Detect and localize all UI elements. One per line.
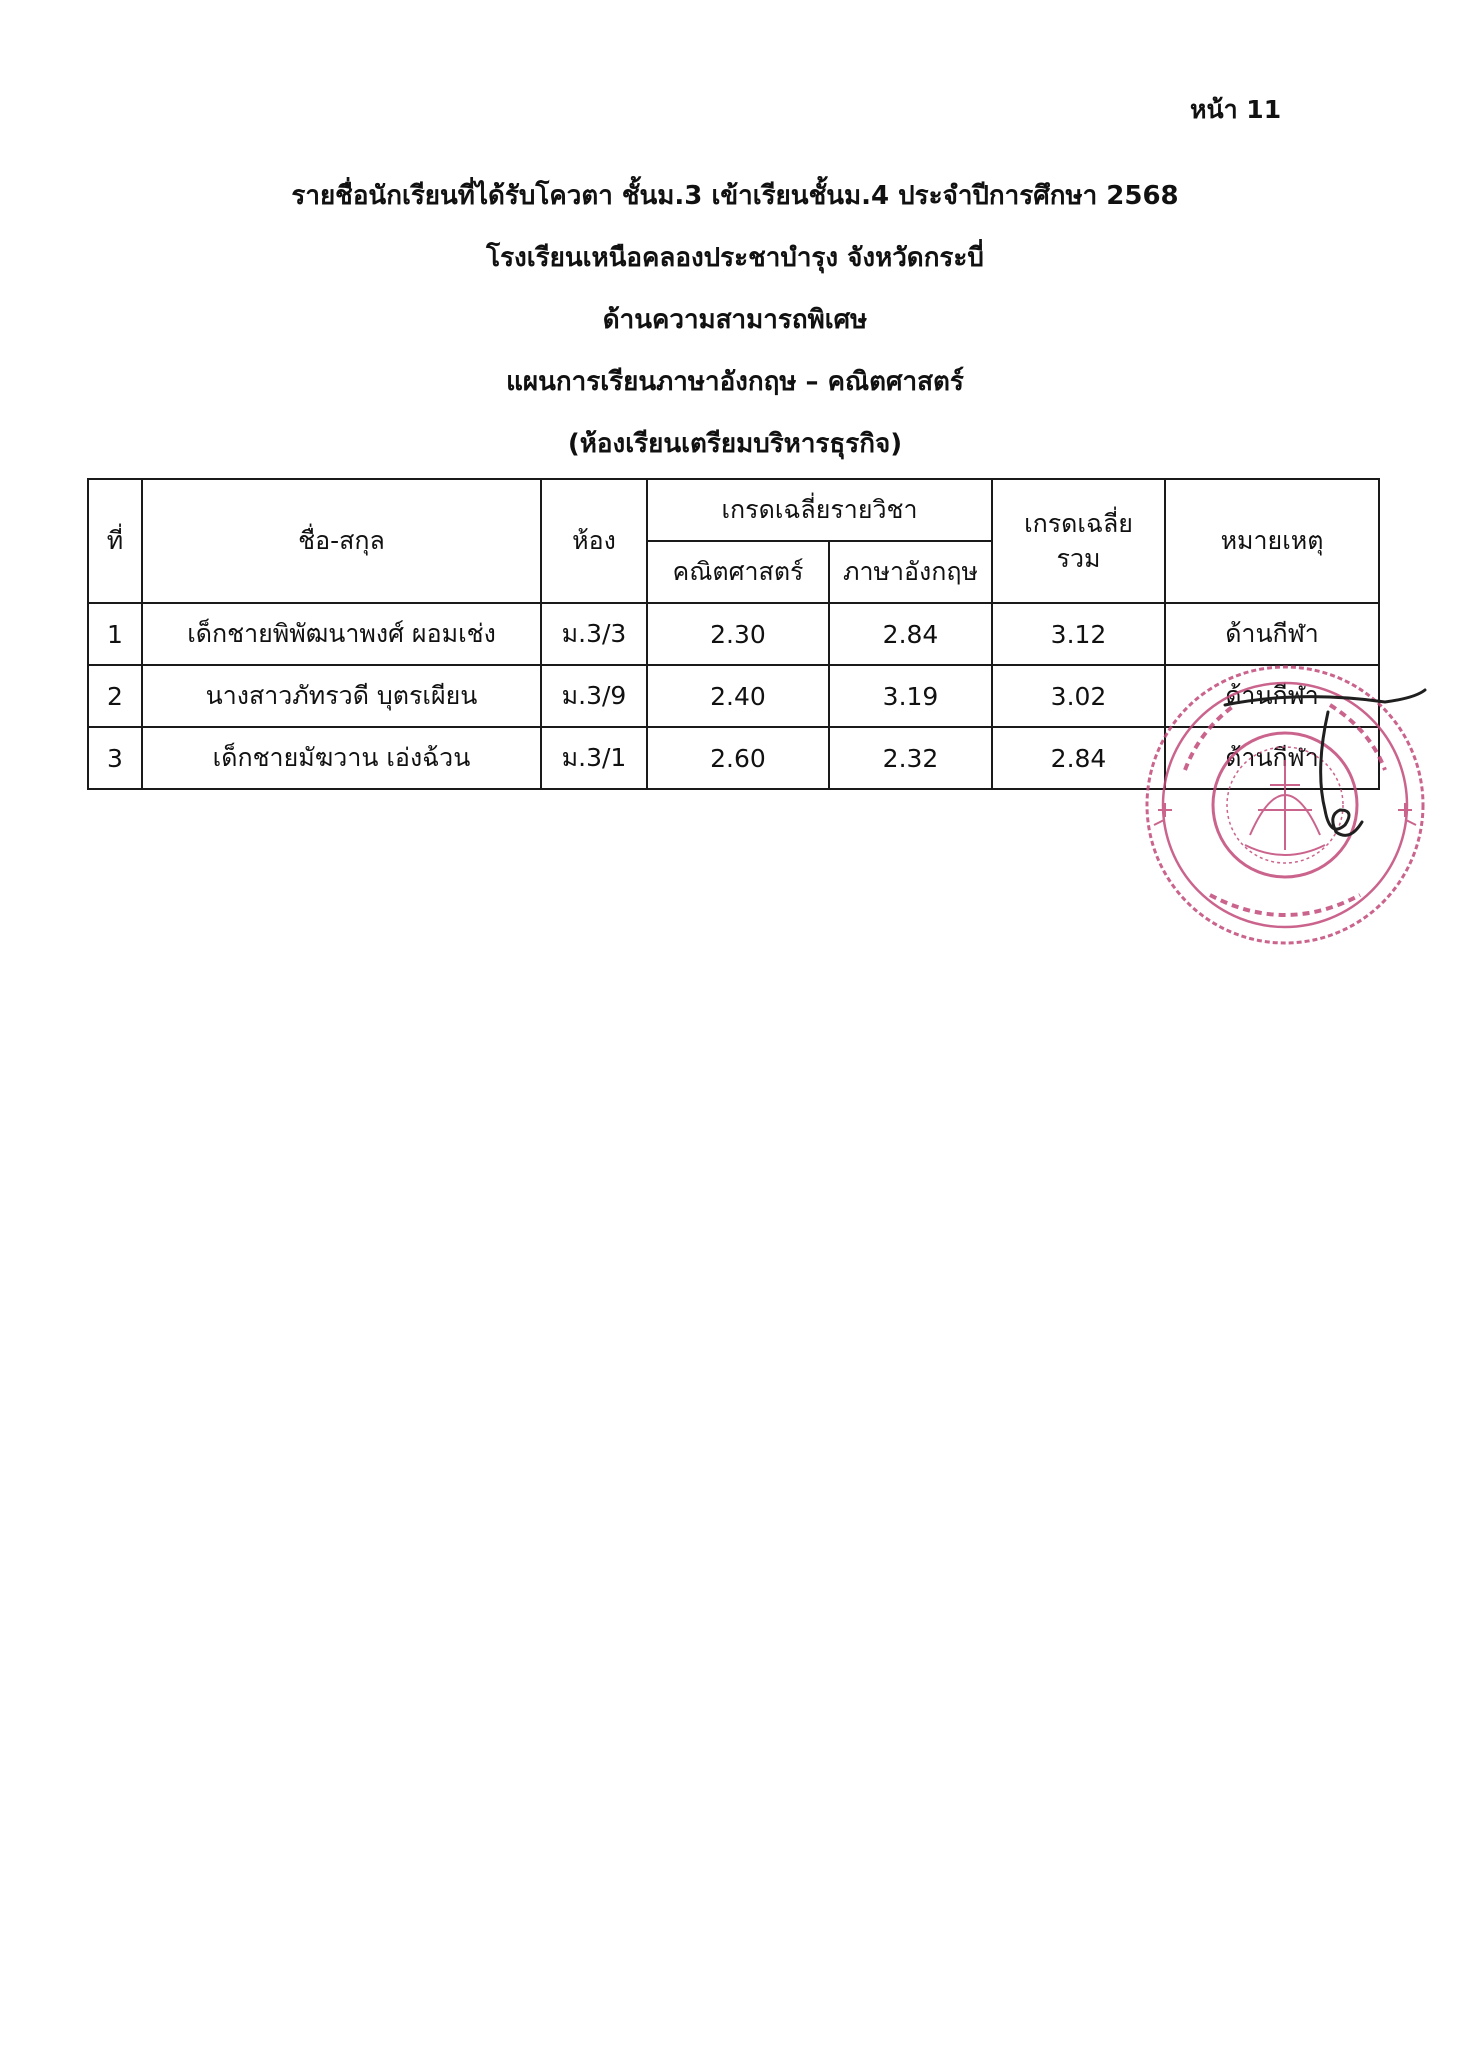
table-row	[88, 603, 1379, 665]
cell-math-grade: 2.30	[647, 603, 829, 665]
table-header-row	[88, 479, 1379, 541]
school-name: โรงเรียนเหนือคลองประชาบำรุง จังหวัดกระบี่	[486, 243, 984, 273]
cell-overall-grade: 3.02	[992, 665, 1165, 727]
cell-room: ม.3/9	[541, 665, 647, 727]
cell-remark: ด้านกีฬา	[1165, 727, 1379, 789]
cell-overall-grade: 2.84	[992, 727, 1165, 789]
cell-name: นางสาวภัทรวดี บุตรเผียน	[142, 665, 541, 727]
cell-math-grade: 2.40	[647, 665, 829, 727]
header-subject-average: เกรดเฉลี่ยรายวิชา	[647, 479, 992, 541]
seal-emblem-base	[1245, 845, 1325, 855]
cell-no: 1	[88, 603, 142, 665]
table-row	[88, 727, 1379, 789]
cell-math-grade: 2.60	[647, 727, 829, 789]
header-remark: หมายเหตุ	[1165, 479, 1379, 603]
page-number: หน้า 11	[1190, 95, 1282, 124]
seal-side-mark-right	[1398, 803, 1416, 825]
cell-english-grade: 2.32	[829, 727, 992, 789]
cell-name: เด็กชายพิพัฒนาพงศ์ ผอมเช่ง	[142, 603, 541, 665]
cell-room: ม.3/1	[541, 727, 647, 789]
cell-remark: ด้านกีฬา	[1165, 603, 1379, 665]
cell-remark: ด้านกีฬา	[1165, 665, 1379, 727]
seal-side-mark-left	[1154, 803, 1172, 825]
header-english: ภาษาอังกฤษ	[829, 541, 992, 603]
classroom-heading: (ห้องเรียนเตรียมบริหารธุรกิจ)	[567, 429, 903, 459]
header-overall-line1: เกรดเฉลี่ย	[1024, 509, 1133, 538]
cell-no: 3	[88, 727, 142, 789]
cell-name: เด็กชายมัฆวาน เอ่งฉ้วน	[142, 727, 541, 789]
cell-english-grade: 2.84	[829, 603, 992, 665]
table-row	[88, 665, 1379, 727]
header-overall-average	[992, 479, 1165, 603]
header-no: ที่	[88, 479, 142, 603]
cell-english-grade: 3.19	[829, 665, 992, 727]
cell-overall-grade: 3.12	[992, 603, 1165, 665]
category-heading: ด้านความสามารถพิเศษ	[602, 305, 868, 335]
header-room: ห้อง	[541, 479, 647, 603]
header-overall-line2: รวม	[1056, 544, 1101, 573]
header-name: ชื่อ-สกุล	[142, 479, 541, 603]
study-plan-heading: แผนการเรียนภาษาอังกฤษ – คณิตศาสตร์	[506, 367, 964, 397]
cell-room: ม.3/3	[541, 603, 647, 665]
student-grade-table	[87, 478, 1380, 790]
cell-no: 2	[88, 665, 142, 727]
header-math: คณิตศาสตร์	[647, 541, 829, 603]
document-title: รายชื่อนักเรียนที่ได้รับโควตา ชั้นม.3 เข้าเรียนชั้นม.4 ประจำปีการศึกษา 2568	[291, 181, 1179, 211]
